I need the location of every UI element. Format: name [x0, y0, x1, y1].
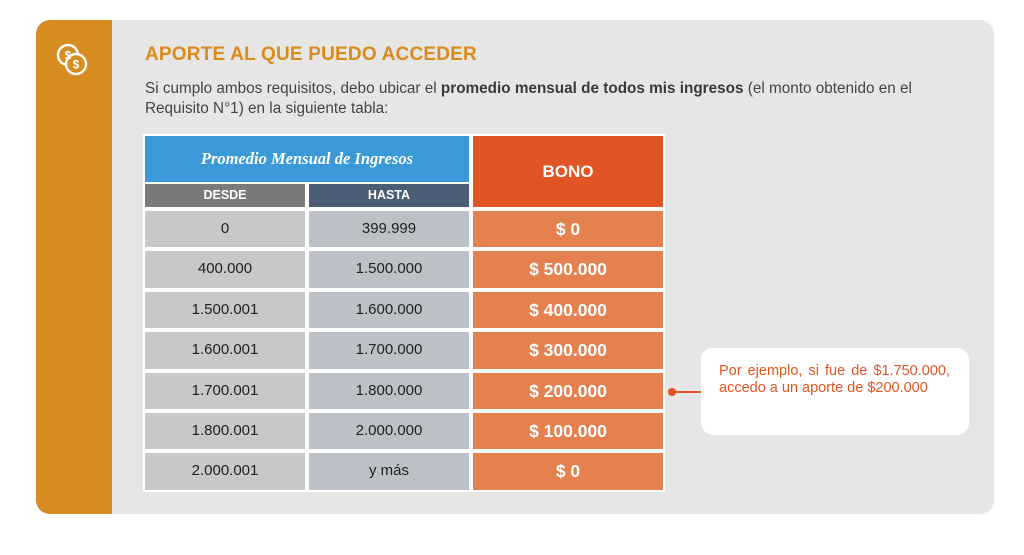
header-promedio-label: Promedio Mensual de Ingresos [200, 149, 414, 168]
cell-bono: $ 100.000 [471, 411, 665, 451]
cell-hasta: 399.999 [307, 209, 471, 249]
header-promedio [143, 134, 471, 184]
header-bono: BONO [471, 134, 665, 209]
cell-hasta: 2.000.000 [307, 411, 471, 451]
intro-text-before: Si cumplo ambos requisitos, debo ubicar el [145, 80, 441, 97]
cell-hasta: 1.700.000 [307, 330, 471, 370]
cell-desde: 1.600.001 [143, 330, 307, 370]
header-desde: DESDE [143, 182, 307, 209]
svg-text:$: $ [64, 48, 72, 63]
cell-bono: $ 200.000 [471, 371, 665, 411]
cell-bono: $ 500.000 [471, 249, 665, 289]
cell-desde: 1.700.001 [143, 371, 307, 411]
cell-hasta: 1.600.000 [307, 290, 471, 330]
cell-bono: $ 0 [471, 209, 665, 249]
page-title: APORTE AL QUE PUEDO ACCEDER [145, 44, 477, 65]
table-body [143, 209, 665, 492]
cell-hasta: y más [307, 451, 471, 491]
cell-bono: $ 0 [471, 451, 665, 491]
cell-desde: 1.800.001 [143, 411, 307, 451]
cell-hasta: 1.800.000 [307, 371, 471, 411]
money-coins-icon [54, 42, 90, 78]
cell-desde: 400.000 [143, 249, 307, 289]
info-card [36, 20, 994, 514]
cell-hasta: 1.500.000 [307, 249, 471, 289]
table-row [143, 249, 665, 289]
callout-connector-dot [668, 388, 676, 396]
table-row [143, 330, 665, 370]
intro-text-after: (el monto obtenido en el Requisito N°1) en la siguiente tabla: [145, 80, 912, 117]
intro-text-bold: promedio mensual de todos mis ingresos [440, 80, 744, 97]
example-callout-text: Por ejemplo, si fue de $1.750.000, accedo a un aporte de $200.000 [719, 363, 950, 396]
cell-desde: 0 [143, 209, 307, 249]
cell-desde: 1.500.001 [143, 290, 307, 330]
cell-bono: $ 400.000 [471, 290, 665, 330]
intro-text [145, 79, 975, 119]
table-row [143, 290, 665, 330]
svg-text:$: $ [72, 57, 80, 72]
header-hasta: HASTA [307, 182, 471, 209]
table-row [143, 411, 665, 451]
sidebar-accent [36, 20, 112, 514]
example-callout [701, 348, 969, 435]
cell-desde: 2.000.001 [143, 451, 307, 491]
table-row [143, 371, 665, 411]
cell-bono: $ 300.000 [471, 330, 665, 370]
table-row [143, 451, 665, 491]
table-row [143, 209, 665, 249]
